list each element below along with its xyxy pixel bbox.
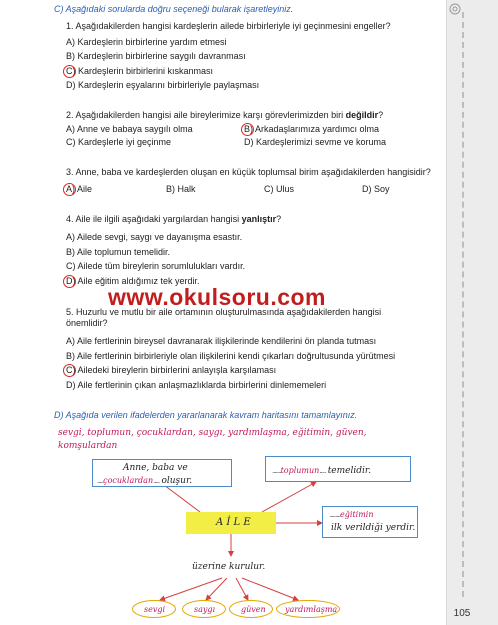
question-2-option-a[interactable]: A) Anne ve babaya saygılı olma [66,124,193,134]
page-number: 105 [453,608,471,619]
question-5-option-d[interactable]: D) Aile fertlerinin çıkan anlaşmazlıklarda birbirlerini dinlememeleri [66,380,327,390]
question-1-option-b[interactable]: B) Kardeşlerin birbirlerine saygılı davranması [66,51,246,61]
question-2-option-c[interactable]: C) Kardeşlerle iyi geçinme [66,137,172,147]
map-box-right [322,506,418,538]
question-4-option-b[interactable]: B) Aile toplumun temelidir. [66,247,171,257]
map-fill-cocuklardan[interactable]: çocuklardan [103,476,154,485]
question-2-option-d[interactable]: D) Kardeşlerimizi sevme ve koruma [244,137,387,147]
question-1-option-d[interactable]: D) Kardeşlerin eşyalarını birbirleriyle paylaşması [66,80,260,90]
question-1-option-a[interactable]: A) Kardeşlerin birbirlerine yardım etmesi [66,37,227,47]
question-2-stem: 2. Aşağıdakilerden hangisi aile bireylerimize karşı görevlerimizden biri değildir? [66,110,384,120]
question-3-option-b[interactable]: B) Halk [166,184,196,194]
question-3-stem: 3. Anne, baba ve kardeşlerden oluşan en küçük toplumsal birim aşağıdakilerden hangisidir? [66,167,431,177]
question-1-stem: 1. Aşağıdakilerden hangisi kardeşlerin ailede birbirleriyle iyi geçinmesini engeller? [66,21,391,31]
map-fill-yardimlasma[interactable]: yardımlaşma [285,605,338,614]
map-fill-egitimin[interactable]: eğitimin [340,510,374,519]
word-bank-line2: komşulardan [58,441,118,451]
map-middle-label: üzerine kurulur. [192,562,266,572]
map-box-top-right [265,456,411,482]
map-center-highlight [186,512,276,534]
map-ellipse-guven [229,600,273,618]
map-box-top-left-line2: .....çocuklardan..... oluşur. [97,476,193,486]
word-bank-line1: sevgi, toplumun, çocuklardan, saygı, yardımlaşma, eğitimin, güven, [58,428,367,438]
question-1-option-c[interactable]: C) Kardeşlerin birbirlerini kıskanması [66,66,214,76]
question-3-option-c[interactable]: C) Ulus [264,184,295,194]
question-5-stem-line2: önemlidir? [66,318,108,328]
map-box-right-line2: ilk verildiği yerdir. [331,523,416,533]
map-center-label: A İ L E [216,517,251,528]
question-4-option-c[interactable]: C) Ailede tüm bireylerin sorumlulukları vardır. [66,261,246,271]
question-3-option-d[interactable]: D) Soy [362,184,390,194]
map-ellipse-saygi [182,600,226,618]
question-4-option-d[interactable]: D) Aile eğitim aldığımız tek yerdir. [66,276,200,286]
watermark-text: www.okulsoru.com [108,284,327,310]
map-box-top-right-line: .......toplumun..... temelidir. [272,466,372,476]
map-fill-guven[interactable]: güven [241,605,266,614]
section-d-title: D) Aşağıda verilen ifadelerden yararlanarak kavram haritasını tamamlayınız. [54,410,358,420]
map-fill-sevgi[interactable]: sevgi [144,605,166,614]
map-box-right-line1: .........eğitimin [329,510,374,519]
map-box-top-left [92,459,232,487]
map-fill-saygi[interactable]: saygı [194,605,216,614]
question-4-option-a[interactable]: A) Ailede sevgi, saygı ve dayanışma esastır. [66,232,243,242]
question-4-stem: 4. Aile ile ilgili aşağıdaki yargılardan hangisi yanlıştır? [66,214,282,224]
question-3-option-a[interactable]: A) Aile [66,184,93,194]
question-5-option-c[interactable]: C) Ailedeki bireylerin birbirlerini anlayışla karşılaması [66,365,277,375]
question-5-stem-line1: 5. Huzurlu ve mutlu bir aile ortamının oluşturulmasında aşağıdakilerden hangisi [66,307,382,317]
question-2-option-b[interactable]: B) Arkadaşlarımıza yardımcı olma [244,124,380,134]
map-box-top-left-line1: Anne, baba ve [123,463,188,473]
question-5-option-b[interactable]: B) Aile fertlerinin birbirleriyle olan ilişkilerini kendi çıkarları doğrultusunda yürütmesi [66,351,396,361]
map-ellipse-sevgi [132,600,176,618]
map-ellipse-yardimlasma [276,600,340,618]
map-fill-toplumun[interactable]: toplumun [280,466,320,475]
section-c-title: C) Aşağıdaki sorularda doğru seçeneği bularak işaretleyiniz. [54,4,294,14]
question-5-option-a[interactable]: A) Aile fertlerinin bireysel davranarak ilişkilerinde kendilerini ön planda tutması [66,336,377,346]
